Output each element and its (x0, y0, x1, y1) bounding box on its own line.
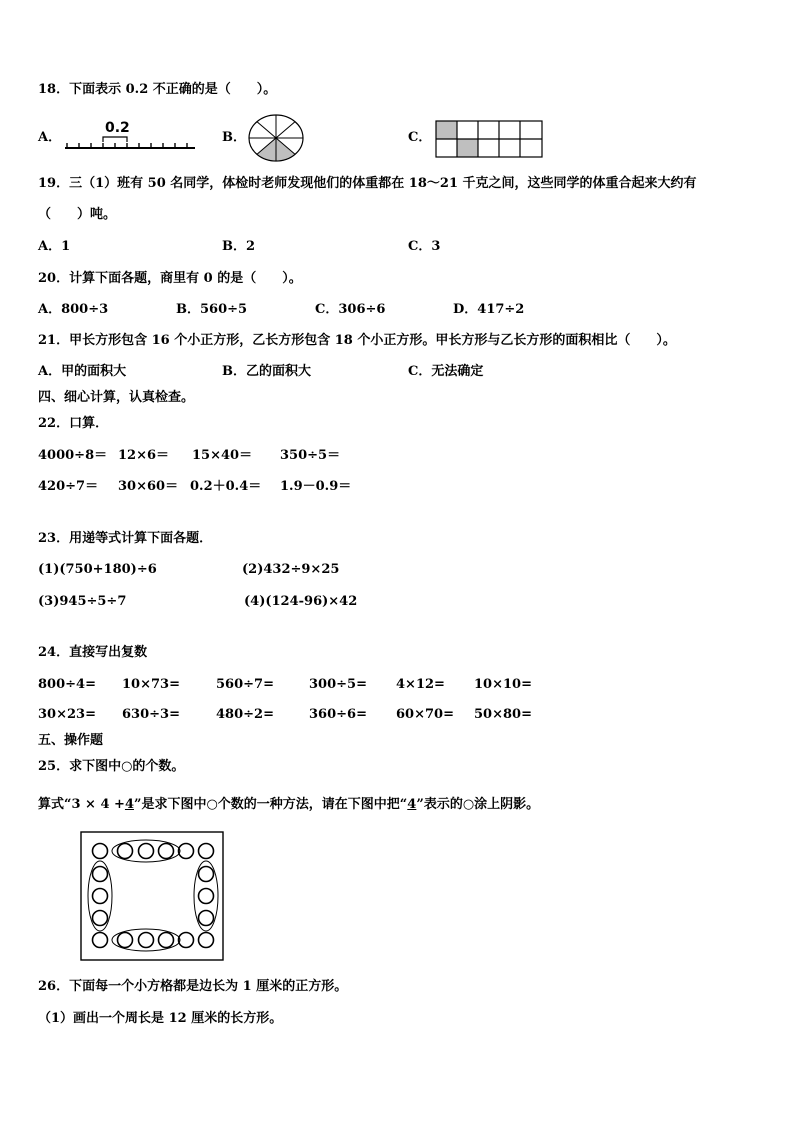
q24-item: 630÷3= (122, 707, 180, 722)
q22-stem: 22．口算． (38, 416, 109, 431)
q25-instruction (38, 797, 539, 813)
q23-item: (3)945÷5÷7 (38, 594, 127, 609)
number-line-label: 0.2 (105, 120, 130, 136)
q25-stem: 25．求下图中○的个数。 (38, 759, 185, 774)
grid-figure (435, 120, 545, 160)
number-line-figure (62, 118, 198, 154)
q22-item: 15×40＝ (192, 448, 253, 463)
q20-option-b[interactable]: B．560÷5 (176, 302, 248, 317)
q19-stem: 19．三（1）班有 50 名同学，体检时老师发现他们的体重都在 18～21 千克之间，这些同学的体重合起来大约有 (38, 176, 697, 191)
q19-stem-cont: （ ）吨。 (38, 207, 117, 222)
section-5-heading: 五、操作题 (38, 733, 104, 748)
q19-option-c[interactable]: C．3 (408, 239, 441, 254)
q21-option-a[interactable]: A．甲的面积大 (38, 364, 127, 379)
q22-item: 4000÷8＝ (38, 448, 108, 463)
q21-option-c[interactable]: C．无法确定 (408, 364, 484, 379)
q22-item: 420÷7＝ (38, 479, 99, 494)
q18-option-c-label[interactable]: C． (408, 130, 432, 145)
q23-item: (2)432÷9×25 (242, 562, 340, 577)
q24-item: 4×12= (396, 677, 445, 692)
q25-instr-num2: 4 (407, 797, 417, 812)
q24-item: 60×70= (396, 707, 454, 722)
q19-option-b[interactable]: B．2 (222, 239, 256, 254)
q24-item: 480÷2= (216, 707, 274, 722)
q18-option-a-label[interactable]: A． (38, 130, 62, 145)
q18-stem: 18．下面表示 0.2 不正确的是（ ）。 (38, 82, 277, 97)
q20-stem: 20．计算下面各题，商里有 0 的是（ ）。 (38, 271, 302, 286)
q25-instr-post: ”表示的○涂上阴影。 (416, 797, 540, 812)
q20-option-d[interactable]: D．417÷2 (453, 302, 525, 317)
q24-item: 30×23= (38, 707, 96, 722)
q23-item: (4)(124-96)×42 (244, 594, 358, 609)
q20-option-c[interactable]: C．306÷6 (315, 302, 386, 317)
q22-item: 12×6＝ (118, 448, 170, 463)
pie-figure (248, 114, 306, 164)
q24-item: 560÷7= (216, 677, 274, 692)
q24-item: 360÷6= (309, 707, 367, 722)
q21-option-b[interactable]: B．乙的面积大 (222, 364, 311, 379)
q22-item: 350÷5＝ (280, 448, 341, 463)
section-4-heading: 四、细心计算，认真检查。 (38, 390, 195, 405)
q18-option-b-label[interactable]: B． (222, 130, 246, 145)
q23-stem: 23．用递等式计算下面各题． (38, 531, 213, 546)
q25-instr-pre: 算式“3 × 4 + (38, 797, 125, 812)
q22-item: 0.2＋0.4＝ (190, 479, 262, 494)
q26-sub1: （1）画出一个周长是 12 厘米的长方形。 (38, 1011, 283, 1026)
q22-item: 1.9－0.9＝ (280, 479, 352, 494)
q24-stem: 24．直接写出复数 (38, 645, 148, 660)
q24-item: 800÷4= (38, 677, 96, 692)
q22-item: 30×60＝ (118, 479, 179, 494)
q24-item: 10×10= (474, 677, 532, 692)
q24-item: 10×73= (122, 677, 180, 692)
q26-stem: 26．下面每一个小方格都是边长为 1 厘米的正方形。 (38, 979, 348, 994)
q23-item: (1)(750+180)÷6 (38, 562, 157, 577)
q24-item: 300÷5= (309, 677, 367, 692)
q25-instr-num: 4 (124, 797, 134, 812)
q20-option-a[interactable]: A．800÷3 (38, 302, 109, 317)
circles-figure[interactable] (80, 831, 224, 961)
q21-stem: 21．甲长方形包含 16 个小正方形，乙长方形包含 18 个小正方形。甲长方形与乙长方形的面积相比（ ）。 (38, 333, 676, 348)
q25-instr-mid: ”是求下图中○个数的一种方法，请在下图中把“ (133, 797, 408, 812)
q24-item: 50×80= (474, 707, 532, 722)
q19-option-a[interactable]: A．1 (38, 239, 71, 254)
